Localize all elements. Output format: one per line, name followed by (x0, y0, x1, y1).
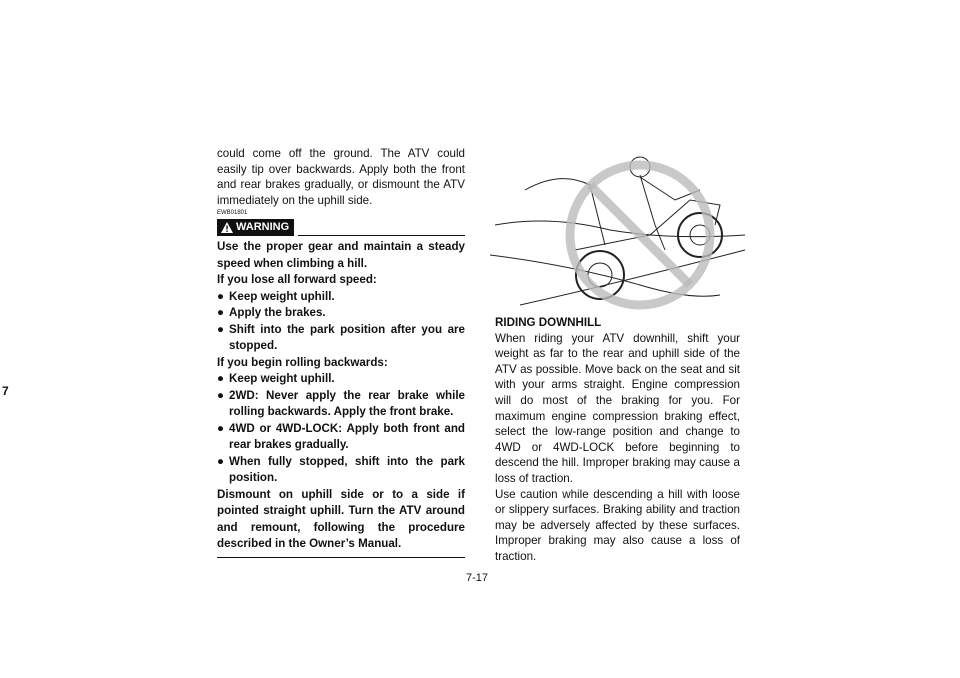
warning-label: WARNING (236, 220, 290, 233)
bullet-text: When fully stopped, shift into the park position. (229, 454, 465, 485)
page-number: 7-17 (466, 572, 489, 584)
right-column (495, 315, 740, 565)
bullet-icon: ● (217, 289, 225, 303)
atv-uphill-illustration (490, 145, 750, 310)
bullet-icon: ● (217, 421, 225, 435)
warning-line: Use the proper gear and maintain a steady speed when climbing a hill. (217, 240, 465, 270)
intro-paragraph: could come off the ground. The ATV could easily tip over backwards. Apply both the front and rear brakes gradually, or dismount the ATV immediately on the uphill side. (217, 147, 465, 207)
bullet-icon: ● (217, 454, 225, 468)
warning-text (217, 239, 465, 553)
bullet-text: 2WD: Never apply the rear brake while rolling backwards. Apply the front brake. (229, 388, 465, 419)
warning-triangle-icon (221, 222, 233, 233)
paragraph: Use caution while descending a hill with loose or slippery surfaces. Braking ability and traction may be adversely affected by these surfaces. Improper braking may also cause a loss of traction. (495, 487, 740, 563)
section-heading: RIDING DOWNHILL (495, 316, 602, 329)
warning-badge (217, 219, 294, 237)
bullet-text: Shift into the park position after you are stopped. (229, 322, 465, 353)
bullet-item (217, 454, 465, 487)
warning-line: If you lose all forward speed: (217, 273, 377, 287)
left-column (217, 146, 465, 558)
bullet-icon: ● (217, 372, 225, 386)
warning-rule (298, 235, 465, 236)
bullet-item (217, 289, 465, 306)
bullet-icon: ● (217, 388, 225, 402)
bullet-item (217, 371, 465, 388)
bullet-item (217, 421, 465, 454)
warning-end-rule (217, 557, 465, 558)
bullet-text: Keep weight uphill. (229, 289, 335, 303)
warning-code: EWB01801 (217, 210, 248, 217)
chapter-tab: 7 (2, 384, 9, 398)
bullet-text: Keep weight uphill. (229, 372, 335, 386)
bullet-item (217, 388, 465, 421)
bullet-item (217, 322, 465, 355)
warning-header (217, 220, 465, 236)
bullet-item (217, 305, 465, 322)
bullet-text: 4WD or 4WD-LOCK: Apply both front and rear brakes gradually. (229, 421, 465, 452)
paragraph: When riding your ATV downhill, shift your weight as far to the rear and uphill side of the ATV as possible. Move back on the seat and sit with your arms straight. Engine compression will do most of the braking for you. For maximum engine compression braking effect, select the low-range position and change to 4WD or 4WD-LOCK before beginning to descend the hill. Improper braking may cause a loss of traction. (495, 331, 740, 485)
bullet-icon: ● (217, 306, 225, 320)
warning-line: Dismount on uphill side or to a side if pointed straight uphill. Turn the ATV around and remount, following the procedure described in the Owner’s Manual. (217, 487, 465, 551)
bullet-icon: ● (217, 322, 225, 336)
bullet-text: Apply the brakes. (229, 306, 326, 320)
warning-line: If you begin rolling backwards: (217, 355, 388, 369)
